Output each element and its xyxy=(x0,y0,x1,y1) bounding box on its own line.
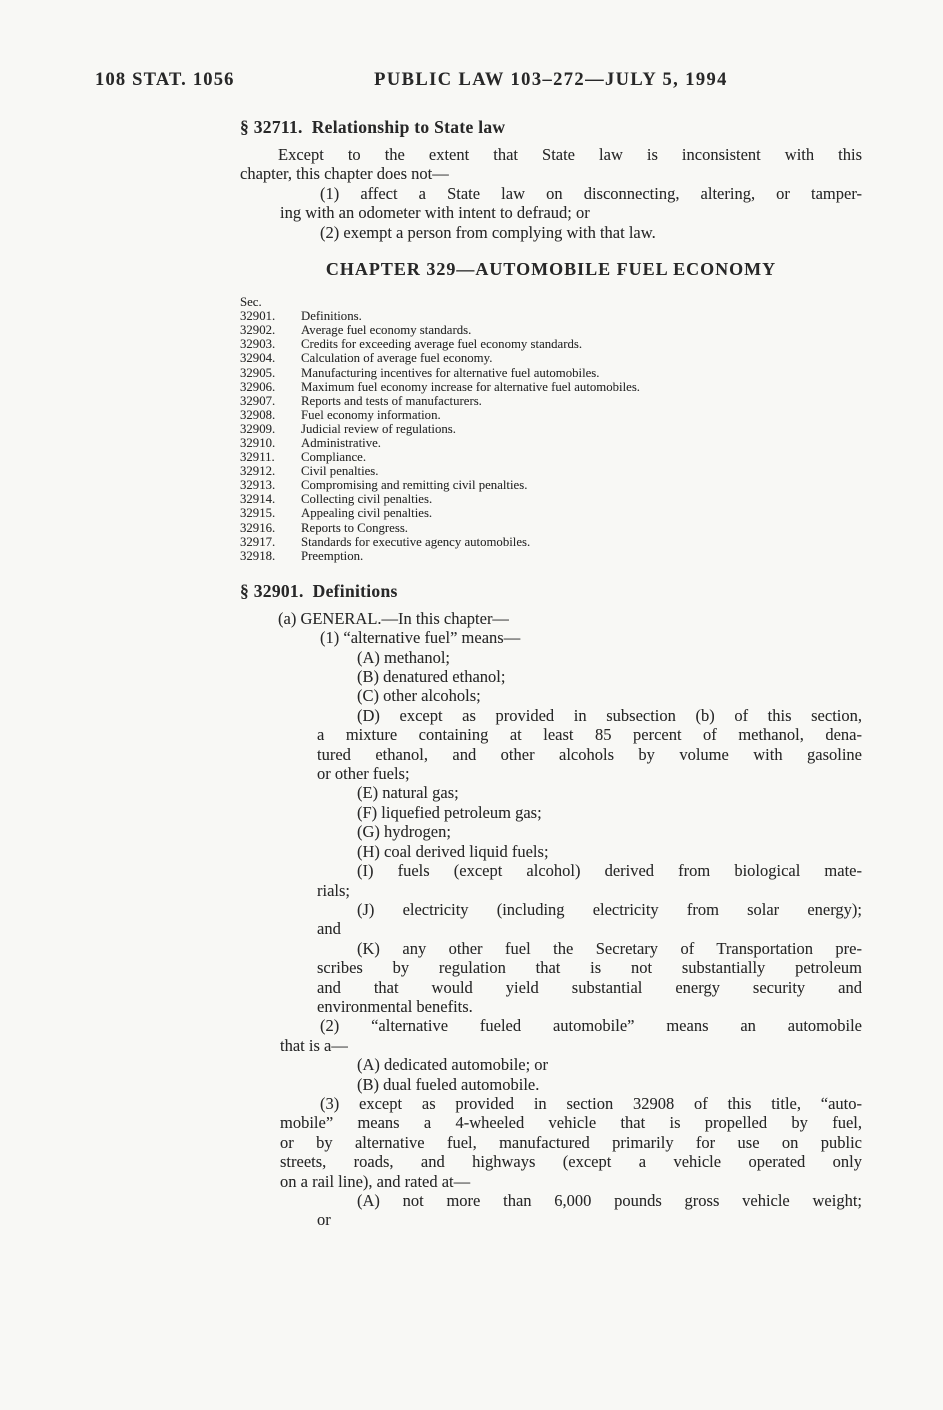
body-line: or by alternative fuel, manufactured primarily for use on public xyxy=(280,1132,862,1152)
toc-section-title: Maximum fuel economy increase for alternative fuel automobiles. xyxy=(301,379,640,394)
toc-row xyxy=(240,323,862,337)
toc-row xyxy=(240,450,862,464)
toc-row xyxy=(240,394,862,408)
toc-section-number: 32905. xyxy=(240,365,276,380)
toc-section-title: Administrative. xyxy=(301,435,381,450)
toc-section-number: 32903. xyxy=(240,337,276,352)
toc-row xyxy=(240,408,862,422)
toc-row xyxy=(240,366,862,380)
toc-row xyxy=(240,309,862,323)
toc-section-number: 32906. xyxy=(240,379,276,394)
running-law-title: PUBLIC LAW 103–272—JULY 5, 1994 xyxy=(374,70,728,90)
chapter-heading: CHAPTER 329—AUTOMOBILE FUEL ECONOMY xyxy=(325,259,777,280)
body-line: Except to the extent that State law is inconsistent with this xyxy=(278,145,862,164)
toc-row xyxy=(240,521,862,535)
toc-section-number: 32901. xyxy=(240,309,276,324)
toc-section-number: 32911. xyxy=(240,450,275,465)
toc-section-title: Manufacturing incentives for alternative fuel automobiles. xyxy=(301,365,600,380)
section-32901-title: Definitions xyxy=(312,580,398,601)
body-line: (2) exempt a person from complying with that law. xyxy=(320,222,656,242)
toc-section-number: 32916. xyxy=(240,520,276,535)
stat-page-number: 108 STAT. 1056 xyxy=(95,70,235,90)
body-line: tured ethanol, and other alcohols by volume with gasoline xyxy=(317,744,862,764)
toc-section-number: 32912. xyxy=(240,464,276,479)
body-line: scribes by regulation that is not substantially petroleum xyxy=(317,958,862,978)
toc-row xyxy=(240,351,862,365)
toc-section-title: Credits for exceeding average fuel economy standards. xyxy=(301,337,583,352)
toc-section-title: Civil penalties. xyxy=(301,464,379,479)
toc-section-number: 32909. xyxy=(240,421,276,436)
body-line: or xyxy=(317,1210,331,1230)
toc-section-title: Standards for executive agency automobiles. xyxy=(301,534,531,549)
section-32901-number: § 32901. xyxy=(240,580,304,601)
body-line: (B) dual fueled automobile. xyxy=(357,1074,540,1094)
toc-row xyxy=(240,337,862,351)
toc-section-number: 32902. xyxy=(240,323,276,338)
body-line: (A) dedicated automobile; or xyxy=(357,1055,549,1075)
toc-section-title: Collecting civil penalties. xyxy=(301,492,433,507)
toc-section-title: Judicial review of regulations. xyxy=(301,421,456,436)
body-line: (J) electricity (including electricity from solar energy); xyxy=(357,899,862,919)
toc-section-number: 32917. xyxy=(240,534,276,549)
body-line: (G) hydrogen; xyxy=(357,822,451,842)
toc-section-title: Fuel economy information. xyxy=(301,407,441,422)
body-line: (F) liquefied petroleum gas; xyxy=(357,802,542,822)
toc-row xyxy=(240,380,862,394)
body-line: mobile” means a 4-wheeled vehicle that is propelled by fuel, xyxy=(280,1113,862,1133)
toc-row xyxy=(240,549,862,563)
chapter-section-analysis xyxy=(240,295,862,563)
section-32711-heading xyxy=(240,118,862,137)
toc-row xyxy=(240,436,862,450)
body-line: (a) GENERAL.—In this chapter— xyxy=(278,608,509,628)
body-line: (A) not more than 6,000 pounds gross vehicle weight; xyxy=(357,1191,862,1210)
section-32901-heading xyxy=(240,582,862,601)
toc-row xyxy=(240,478,862,492)
toc-row xyxy=(240,506,862,520)
toc-section-number: 32910. xyxy=(240,435,276,450)
body-line: (3) except as provided in section 32908 of this title, “auto- xyxy=(320,1093,862,1113)
toc-entries xyxy=(240,309,862,563)
toc-section-number: 32907. xyxy=(240,393,276,408)
body-line: or other fuels; xyxy=(317,764,410,784)
body-line: a mixture containing at least 85 percent of methanol, dena- xyxy=(317,725,862,745)
toc-row xyxy=(240,422,862,436)
section-32711-title: Relationship to State law xyxy=(311,117,506,137)
toc-section-title: Average fuel economy standards. xyxy=(301,323,472,338)
body-line: that is a— xyxy=(280,1035,348,1055)
body-line: ing with an odometer with intent to defraud; or xyxy=(280,203,590,223)
body-line: (B) denatured ethanol; xyxy=(357,667,506,687)
toc-section-title: Appealing civil penalties. xyxy=(301,506,433,521)
toc-section-title: Compliance. xyxy=(301,450,367,465)
section-32901-body xyxy=(240,609,862,1230)
body-line: (E) natural gas; xyxy=(357,783,459,803)
toc-section-title: Reports and tests of manufacturers. xyxy=(301,393,482,408)
body-line: (C) other alcohols; xyxy=(357,686,481,706)
body-line: (I) fuels (except alcohol) derived from biological mate- xyxy=(357,861,862,881)
body-line: (1) “alternative fuel” means— xyxy=(320,628,521,648)
section-32711-number: § 32711. xyxy=(240,117,303,137)
body-line: (2) “alternative fueled automobile” means an automobile xyxy=(320,1016,862,1036)
body-line: (D) except as provided in subsection (b) of this section, xyxy=(357,705,862,725)
body-line: (K) any other fuel the Secretary of Transportation pre- xyxy=(357,938,862,958)
body-line: (A) methanol; xyxy=(357,647,451,667)
toc-section-number: 32904. xyxy=(240,351,276,366)
toc-section-title: Calculation of average fuel economy. xyxy=(301,351,493,366)
toc-row xyxy=(240,535,862,549)
toc-section-number: 32908. xyxy=(240,407,276,422)
body-line: (H) coal derived liquid fuels; xyxy=(357,841,549,861)
body-line: on a rail line), and rated at— xyxy=(280,1171,471,1191)
page-content xyxy=(240,0,862,1230)
body-line: streets, roads, and highways (except a vehicle operated only xyxy=(280,1152,862,1172)
toc-section-number: 32915. xyxy=(240,506,276,521)
body-line: environmental benefits. xyxy=(317,996,473,1016)
toc-section-title: Definitions. xyxy=(301,309,362,324)
toc-section-number: 32913. xyxy=(240,478,276,493)
toc-row xyxy=(240,464,862,478)
body-line: chapter, this chapter does not— xyxy=(240,164,449,184)
toc-row xyxy=(240,492,862,506)
toc-section-title: Reports to Congress. xyxy=(301,520,408,535)
body-line: rials; xyxy=(317,880,350,900)
toc-section-number: 32918. xyxy=(240,548,276,563)
body-line: (1) affect a State law on disconnecting, altering, or tamper- xyxy=(320,183,862,203)
toc-section-title: Compromising and remitting civil penalties. xyxy=(301,478,528,493)
section-32711-body xyxy=(240,145,862,242)
toc-label: Sec. xyxy=(240,295,262,310)
body-line: and xyxy=(317,919,341,939)
toc-section-number: 32914. xyxy=(240,492,276,507)
toc-section-title: Preemption. xyxy=(301,548,364,563)
body-line: and that would yield substantial energy security and xyxy=(317,977,862,997)
